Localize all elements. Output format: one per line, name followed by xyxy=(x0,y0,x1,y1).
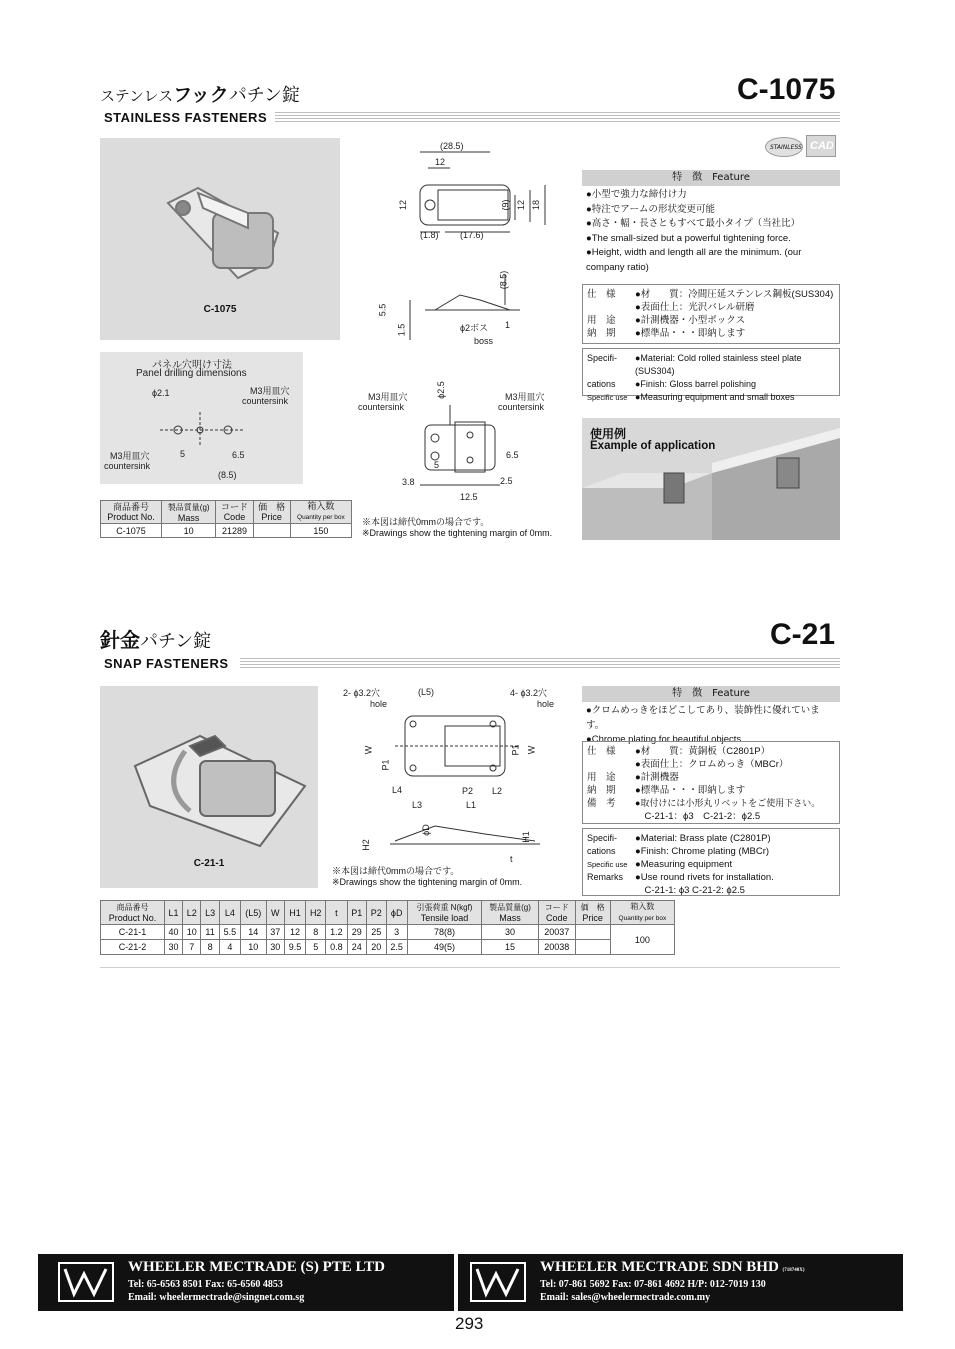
section2-subtitle: SNAP FASTENERS xyxy=(104,656,229,671)
spec-value: C-21-1：ϕ3 C-21-2：ϕ2.5 xyxy=(635,811,761,822)
table-cell: 29 xyxy=(347,925,366,940)
section2-title xyxy=(100,624,211,653)
feature-list-c1075 xyxy=(582,186,840,277)
spec-value: ●Finish: Gloss barrel polishing xyxy=(635,379,756,389)
spec-value: ●計測機器 xyxy=(635,772,679,783)
spec-key: cations xyxy=(587,846,616,856)
c21-hole-right-en: hole xyxy=(537,699,555,709)
table-header xyxy=(164,901,182,925)
header-jp: 商品番号 xyxy=(113,502,150,512)
feature-box-c21 xyxy=(582,686,840,745)
table-cell: 0.8 xyxy=(326,940,347,955)
feature-item: ●小型で強力な締付け力 xyxy=(586,189,687,200)
header-en: P2 xyxy=(370,907,382,918)
feature-item: ●The small-sized but a powerful tightening force. xyxy=(586,232,791,244)
m3-left-jp: M3用皿穴 xyxy=(368,392,408,402)
footer-right-reg: (718740X) xyxy=(782,1268,805,1273)
spec-key: 用 途 xyxy=(587,315,616,326)
header-jp: 価 格 xyxy=(258,502,286,512)
spec-value: ●Material: Brass plate (C2801P) xyxy=(635,833,771,844)
header-en: (L5) xyxy=(245,907,262,918)
table-row xyxy=(101,524,352,538)
table-cell: 37 xyxy=(266,925,284,940)
spec-key xyxy=(587,884,635,897)
spec-value: ●Measuring equipment xyxy=(635,859,733,870)
section1-title-prefix: ステンレス xyxy=(100,87,174,105)
table-header xyxy=(219,901,240,925)
table-cell: 21289 xyxy=(216,524,253,538)
spec-jp-box-c21 xyxy=(582,741,840,824)
header-en: Price xyxy=(582,913,603,923)
c21-phid: ϕD xyxy=(420,824,431,836)
table-cell: 8 xyxy=(306,925,326,940)
dim-12-left: 12 xyxy=(398,199,409,211)
dim-3-8: 3.8 xyxy=(402,477,415,487)
table-cell: 2.5 xyxy=(386,940,407,955)
spec-value: ●表面仕上：光沢バレル研磨 xyxy=(635,302,755,313)
header-en: Code xyxy=(223,512,246,522)
spec-value: ●材 質：黄銅板（C2801P） xyxy=(635,746,771,757)
table-header xyxy=(290,501,351,524)
table-header xyxy=(241,901,267,925)
panel-title-en: Panel drilling dimensions xyxy=(136,368,247,379)
spec-key: cations xyxy=(587,379,616,389)
header-jp: 製品質量(g) xyxy=(167,502,210,512)
table-cell: 14 xyxy=(241,925,267,940)
m3-right-en: countersink xyxy=(498,402,545,412)
table-row xyxy=(101,925,675,940)
dim-18: 18 xyxy=(531,199,542,211)
spec-value: ●表面仕上：クロムめっき（MBCr） xyxy=(635,759,789,770)
spec-key: Specific use xyxy=(587,393,628,402)
header-en: Mass xyxy=(499,913,521,923)
cad-badge-label: CAD xyxy=(810,140,834,152)
table-header xyxy=(162,501,216,524)
header-en: Product No. xyxy=(108,913,157,923)
spec-key xyxy=(587,758,635,771)
section1-title-main: フック xyxy=(173,84,229,106)
spec-value: ●標準品・・・即納します xyxy=(635,328,746,339)
c21-l1: L1 xyxy=(466,800,477,810)
c1075-top-view-drawing xyxy=(390,140,590,260)
dim-28-5: (28.5) xyxy=(440,141,464,151)
dim-12-5: 12.5 xyxy=(460,492,478,502)
dim-12-right: 12 xyxy=(516,199,527,211)
table-header xyxy=(538,901,575,925)
note-en-c1075: ※Drawings show the tightening margin of 0mm. xyxy=(362,528,553,538)
header-en: H2 xyxy=(309,907,322,918)
c21-p1-left: P1 xyxy=(380,759,391,771)
dim-5-5: 5.5 xyxy=(377,303,388,317)
footer-right-company xyxy=(540,1259,805,1276)
table-cell: 20037 xyxy=(538,925,575,940)
dim-1-8: (1.8) xyxy=(420,230,439,240)
header-en: Code xyxy=(545,913,568,923)
header-en: ϕD xyxy=(390,907,403,918)
table-cell xyxy=(575,925,610,940)
c21-p2: P2 xyxy=(462,786,474,796)
c21-h1: H1 xyxy=(520,831,531,843)
table-cell-qty: 100 xyxy=(610,925,674,955)
wm-logo-mark-icon xyxy=(472,1264,524,1300)
spec-key: Remarks xyxy=(587,872,624,882)
wheeler-logo-icon xyxy=(470,1262,526,1302)
header-en: Price xyxy=(261,512,282,522)
footer-left-email: Email: wheelermectrade@singnet.com.sg xyxy=(128,1292,305,1303)
spec-value: C-21-1: ϕ3 C-21-2: ϕ2.5 xyxy=(635,885,745,896)
header-en: P1 xyxy=(351,907,363,918)
table-cell: 8 xyxy=(201,940,219,955)
table-cell: 3 xyxy=(386,925,407,940)
c21-hole-right: 4- ϕ3.2穴 xyxy=(510,688,548,698)
spec-table-c21 xyxy=(100,900,675,955)
panel-title-jp: パネル穴明け寸法 xyxy=(152,360,232,371)
header-jp: コード xyxy=(544,903,569,912)
table-cell xyxy=(253,524,290,538)
boss-label-jp: ϕ2ボス xyxy=(460,323,489,333)
page-number: 293 xyxy=(455,1314,484,1333)
header-en: W xyxy=(270,907,280,918)
table-header xyxy=(201,901,219,925)
table-header xyxy=(407,901,481,925)
spec-value: ●Measuring equipment and small boxes xyxy=(635,392,795,402)
table-header xyxy=(183,901,201,925)
dim-6-5-bottom: 6.5 xyxy=(506,450,519,460)
table-header xyxy=(216,501,253,524)
spec-key xyxy=(587,810,635,823)
spec-en-box-c21 xyxy=(582,828,840,896)
table-cell: C-21-1 xyxy=(101,925,165,940)
section2-stripe xyxy=(240,658,840,668)
header-en: Tensile load xyxy=(420,913,469,923)
header-en: L2 xyxy=(186,907,197,918)
header-en: L1 xyxy=(168,907,179,918)
photo-label-c21-1: C-21-1 xyxy=(193,858,225,869)
table-header xyxy=(482,901,539,925)
table-header xyxy=(284,901,305,925)
header-en: L4 xyxy=(224,907,235,918)
table-header xyxy=(266,901,284,925)
feature-header-c21: 特 徴 Feature xyxy=(582,686,840,702)
c21-l4: L4 xyxy=(392,785,403,795)
table-header xyxy=(253,501,290,524)
header-jp: コード xyxy=(220,502,248,512)
table-cell: 15 xyxy=(482,940,539,955)
footer-left-company: WHEELER MECTRADE (S) PTE LTD xyxy=(128,1259,385,1275)
section1-stripe xyxy=(275,112,840,122)
c21-hole-left-en: hole xyxy=(370,699,388,709)
header-en: Quantity per box xyxy=(297,514,345,521)
table-cell: 25 xyxy=(367,925,386,940)
table-cell: C-1075 xyxy=(101,524,162,538)
table-cell: 11 xyxy=(201,925,219,940)
table-cell: 78(8) xyxy=(407,925,481,940)
table-cell: 12 xyxy=(284,925,305,940)
table-cell: 10 xyxy=(183,925,201,940)
c21-w-left: W xyxy=(363,745,374,755)
table-cell xyxy=(575,940,610,955)
boss-label-en: boss xyxy=(474,336,494,346)
header-en: t xyxy=(335,907,338,918)
section1-title xyxy=(100,80,300,107)
dim-8-5: (8.5) xyxy=(498,270,509,290)
spec-value: ●Use round rivets for installation. xyxy=(635,872,774,883)
header-en: Mass xyxy=(177,512,200,523)
note-jp-c21: ※本図は締代0mmの場合です。 xyxy=(332,866,460,876)
header-en: Product No. xyxy=(107,512,155,522)
section1-title-suffix: パチン錠 xyxy=(228,85,300,106)
footer-left xyxy=(38,1254,454,1311)
footer-right-tel: Tel: 07-861 5692 Fax: 07-861 4692 H/P: 012-7019 130 xyxy=(540,1279,766,1290)
panel-d2-1: ϕ2.1 xyxy=(152,388,170,398)
spec-value: ●Material: Cold rolled stainless steel plate (SUS304) xyxy=(635,353,802,376)
header-en: H1 xyxy=(289,907,301,918)
feature-box-c1075 xyxy=(582,170,840,280)
spec-key xyxy=(587,301,635,314)
dim-5-bottom: 5 xyxy=(434,460,440,470)
c21-h2: H2 xyxy=(360,839,371,851)
m3-left-en: countersink xyxy=(358,402,405,412)
stainless-badge xyxy=(765,137,803,157)
header-jp: 箱入数 xyxy=(630,902,655,911)
section2-divider xyxy=(100,967,840,968)
header-jp: 価 格 xyxy=(580,903,605,912)
spec-key: 納 期 xyxy=(587,785,616,796)
dim-1-5: 1.5 xyxy=(396,323,407,337)
section1-code: C-1075 xyxy=(737,73,836,106)
spec-value: ●材 質：冷間圧延ステンレス鋼板(SUS304) xyxy=(635,289,834,300)
panel-m3-top-en: countersink xyxy=(242,396,289,406)
table-cell: 4 xyxy=(219,940,240,955)
table-header xyxy=(575,901,610,925)
spec-value: ●取付けには小形丸リベットをご使用下さい。 xyxy=(635,798,821,808)
table-header xyxy=(101,501,162,524)
table-header-row xyxy=(101,901,675,925)
table-header xyxy=(326,901,347,925)
feature-item: ●Chrome plating for beautiful objects. xyxy=(586,734,744,745)
table-cell: 49(5) xyxy=(407,940,481,955)
spec-key: 用 途 xyxy=(587,772,616,783)
table-cell: 5.5 xyxy=(219,925,240,940)
wheeler-logo-icon xyxy=(58,1262,114,1302)
header-jp: 商品番号 xyxy=(116,903,149,912)
table-header xyxy=(610,901,674,925)
cad-badge xyxy=(806,135,836,157)
footer-right-company-name: WHEELER MECTRADE SDN BHD xyxy=(540,1259,779,1275)
table-cell: 10 xyxy=(241,940,267,955)
panel-d5: 5 xyxy=(180,449,186,459)
note-en-c21: ※Drawings show the tightening margin of 0mm. xyxy=(332,877,523,887)
note-jp-c1075: ※本図は締代0mmの場合です。 xyxy=(362,517,490,527)
section2-title-main: 針金 xyxy=(100,628,140,652)
section2-title-suffix: パチン錠 xyxy=(140,631,212,652)
c21-t: t xyxy=(510,854,513,864)
table-cell: 40 xyxy=(164,925,182,940)
dim-phi-2-5: ϕ2.5 xyxy=(435,381,446,399)
section2-code: C-21 xyxy=(770,618,836,651)
table-cell: 20 xyxy=(367,940,386,955)
header-jp: 引張荷重 N(kgf) xyxy=(416,903,473,912)
photo-label-c1075: C-1075 xyxy=(203,304,237,315)
feature-item: ●高さ・幅・長さともすべて最小タイプ（当社比） xyxy=(586,218,801,229)
table-header xyxy=(101,901,165,925)
table-cell: 30 xyxy=(164,940,182,955)
table-cell: C-21-2 xyxy=(101,940,165,955)
spec-key: Specifi- xyxy=(587,353,618,363)
c21-l3: L3 xyxy=(412,800,423,810)
spec-en-box-c1075 xyxy=(582,348,840,402)
dim-12-top: 12 xyxy=(435,157,446,167)
application-title-en: Example of application xyxy=(590,440,716,452)
table-cell: 5 xyxy=(306,940,326,955)
spec-key: 仕 様 xyxy=(587,746,616,757)
feature-item: ●クロムめっきをほどこしてあり、装飾性に優れています。 xyxy=(586,705,820,731)
spec-key: 納 期 xyxy=(587,328,616,339)
footer-left-tel: Tel: 65-6563 8501 Fax: 65-6560 4853 xyxy=(128,1279,283,1290)
c21-l2: L2 xyxy=(492,786,503,796)
table-header xyxy=(386,901,407,925)
spec-key: 仕 様 xyxy=(587,289,616,300)
table-header xyxy=(306,901,326,925)
spec-key: Specific use xyxy=(587,860,628,869)
header-jp: 箱入数 xyxy=(307,501,335,511)
feature-item: ●Height, width and length all are the minimum. (our company ratio) xyxy=(586,247,802,273)
table-header xyxy=(367,901,386,925)
table-cell: 7 xyxy=(183,940,201,955)
stainless-badge-label: STAINLESS xyxy=(770,144,802,151)
table-cell: 30 xyxy=(266,940,284,955)
spec-value: ●Finish: Chrome plating (MBCr) xyxy=(635,846,770,857)
table-cell: 30 xyxy=(482,925,539,940)
c1075-bottom-view-drawing xyxy=(400,400,560,510)
header-en: L3 xyxy=(205,907,216,918)
header-en: Quantity per box xyxy=(618,915,667,922)
header-jp: 製品質量(g) xyxy=(489,903,531,912)
c21-p1-right: P1 xyxy=(510,744,521,756)
table-cell: 9.5 xyxy=(284,940,305,955)
footer-right xyxy=(458,1254,903,1311)
feature-header-c1075: 特 徴 Feature xyxy=(582,170,840,186)
table-cell: 20038 xyxy=(538,940,575,955)
table-row xyxy=(101,940,675,955)
table-header-row xyxy=(101,501,352,524)
table-header xyxy=(347,901,366,925)
dim-17-6: (17.6) xyxy=(460,230,484,240)
feature-item: ●特注でアームの形状変更可能 xyxy=(586,203,715,215)
spec-value: ●標準品・・・即納します xyxy=(635,785,746,796)
m3-right-jp: M3用皿穴 xyxy=(505,392,545,402)
table-cell: 10 xyxy=(162,524,216,538)
c1075-side-view-drawing xyxy=(390,260,540,350)
dim-1-side: 1 xyxy=(505,320,511,330)
panel-d6-5: 6.5 xyxy=(232,450,245,460)
panel-m3-bot-jp: M3用皿穴 xyxy=(110,451,150,461)
dim-9: (9) xyxy=(500,199,511,211)
spec-key: Specifi- xyxy=(587,833,618,843)
panel-m3-top-jp: M3用皿穴 xyxy=(250,386,290,396)
panel-d8-5: (8.5) xyxy=(218,470,237,480)
spec-table-c1075 xyxy=(100,500,352,538)
table-cell: 150 xyxy=(290,524,351,538)
c21-w-right: W xyxy=(526,745,537,755)
footer-right-email: Email: sales@wheelermectrade.com.my xyxy=(540,1292,711,1303)
c21-l5: (L5) xyxy=(418,687,435,697)
section1-subtitle: STAINLESS FASTENERS xyxy=(104,110,268,125)
spec-jp-box-c1075 xyxy=(582,284,840,344)
table-cell: 24 xyxy=(347,940,366,955)
table-cell: 1.2 xyxy=(326,925,347,940)
application-title-jp: 使用例 xyxy=(590,427,627,441)
spec-key: 備 考 xyxy=(587,798,616,809)
panel-m3-bot-en: countersink xyxy=(104,461,151,471)
dim-2-5-bottom: 2.5 xyxy=(500,476,513,486)
spec-value: ●計測機器・小型ボックス xyxy=(635,315,746,326)
c21-hole-left: 2- ϕ3.2穴 xyxy=(343,688,381,698)
wm-logo-mark-icon xyxy=(60,1264,112,1300)
